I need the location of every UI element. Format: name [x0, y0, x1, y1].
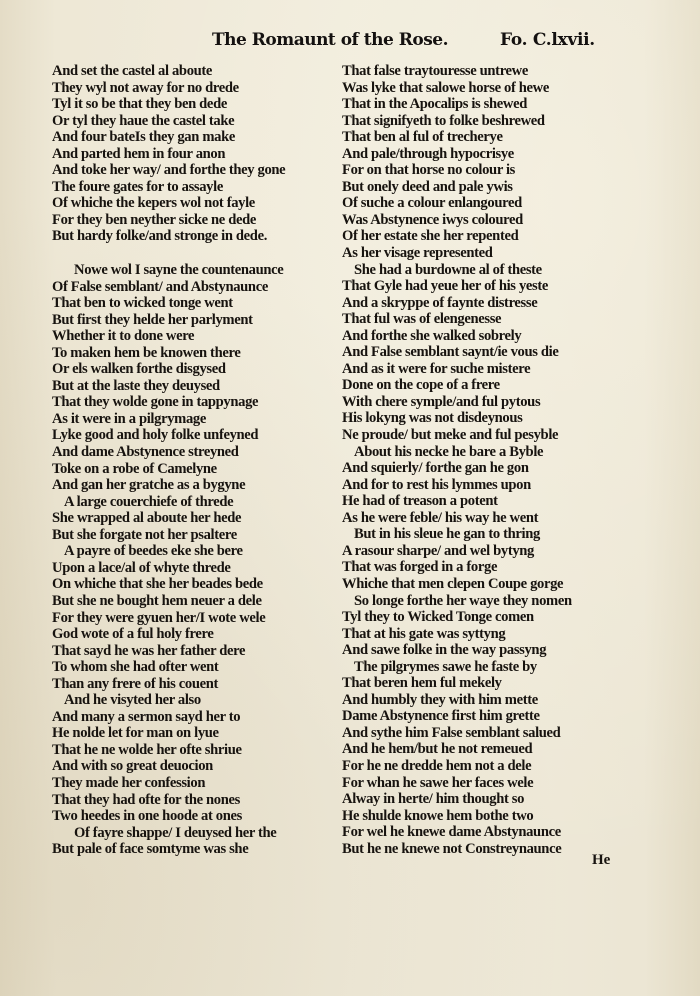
- verse-line: That in the Apocalips is shewed: [342, 96, 527, 113]
- verse-line-indented: So longe forthe her waye they nomen: [354, 592, 572, 609]
- verse-line: With chere symple/and ful pytous: [342, 393, 541, 410]
- running-head-title: The Romaunt of the Rose.: [212, 30, 448, 50]
- verse-line: But hardy folke/and stronge in dede.: [52, 228, 267, 245]
- verse-line: Ne proude/ but meke and ful pesyble: [342, 427, 559, 444]
- verse-line: That ben to wicked tonge went: [52, 295, 233, 312]
- verse-line: And with so great deuocion: [52, 758, 213, 775]
- verse-line: And as it were for suche mistere: [342, 360, 531, 377]
- verse-line: And gan her gratche as a bygyne: [52, 477, 246, 494]
- folio-number: Fo. C.lxvii.: [500, 30, 595, 50]
- verse-line: As her visage represented: [342, 245, 493, 262]
- verse-line-indented: But in his sleue he gan to thring: [354, 526, 540, 543]
- verse-line: That they had ofte for the nones: [52, 791, 240, 808]
- verse-line: Or tyl they haue the castel take: [52, 112, 235, 129]
- verse-line: But at the laste they deuysed: [52, 377, 220, 394]
- verse-line: And many a sermon sayd her to: [52, 708, 241, 725]
- verse-line: He shulde knowe hem bothe two: [342, 807, 534, 824]
- verse-line-indented: The pilgrymes sawe he faste by: [354, 658, 537, 675]
- verse-line-indented: A payre of beedes eke she bere: [64, 543, 243, 560]
- verse-line: As it were in a pilgrymage: [52, 410, 206, 427]
- verse-line: And toke her way/ and forthe they gone: [52, 162, 286, 179]
- verse-line: Was lyke that salowe horse of hewe: [342, 79, 549, 96]
- verse-line: That false traytouresse untrewe: [342, 63, 529, 79]
- verse-line: He had of treason a potent: [342, 493, 498, 510]
- verse-line: Toke on a robe of Camelyne: [52, 460, 217, 477]
- verse-line: She wrapped al aboute her hede: [52, 510, 242, 527]
- verse-line: Two heedes in one hoode at ones: [52, 808, 242, 825]
- verse-line-indented: Of fayre shappe/ I deuysed her the: [74, 824, 277, 841]
- verse-line: That at his gate was syttyng: [342, 625, 506, 642]
- catchword: He: [592, 852, 611, 868]
- verse-line: On whiche that she her beades bede: [52, 576, 263, 593]
- verse-line: And False semblant saynt/ie vous die: [342, 344, 559, 361]
- verse-line: And squierly/ forthe gan he gon: [342, 460, 529, 477]
- verse-line: And set the castel al aboute: [52, 63, 213, 79]
- verse-line: For they ben neyther sicke ne dede: [52, 211, 257, 228]
- verse-line: That ful was of elengenesse: [342, 311, 502, 328]
- left-text-column: [52, 63, 352, 858]
- verse-line: But first they helde her parlyment: [52, 311, 253, 328]
- verse-line: And forthe she walked sobrely: [342, 327, 522, 344]
- verse-line: But onely deed and pale ywis: [342, 178, 513, 195]
- verse-line: He nolde let for man on lyue: [52, 725, 219, 742]
- verse-line: But he ne knewe not Constreynaunce: [342, 840, 562, 857]
- running-head: [210, 30, 630, 56]
- verse-line: A rasour sharpe/ and wel bytyng: [342, 542, 535, 559]
- verse-line: And sawe folke in the way passyng: [342, 642, 547, 659]
- verse-line: Was Abstynence iwys coloured: [342, 211, 523, 228]
- verse-line: Alway in herte/ him thought so: [342, 791, 525, 808]
- verse-line: The foure gates for to assayle: [52, 178, 223, 195]
- verse-line: Dame Abstynence first him grette: [342, 708, 540, 725]
- verse-line: That ben al ful of trecherye: [342, 129, 503, 146]
- verse-line: That beren hem ful mekely: [342, 675, 502, 692]
- verse-line: But she forgate not her psaltere: [52, 526, 237, 543]
- verse-line: For he ne dredde hem not a dele: [342, 757, 532, 774]
- verse-line: And pale/through hypocrisye: [342, 145, 514, 162]
- verse-line: Of False semblant/ and Abstynaunce: [52, 278, 268, 295]
- verse-line: Upon a lace/al of whyte threde: [52, 559, 231, 576]
- right-text-column: [342, 63, 642, 857]
- verse-line: And for to rest his lymmes upon: [342, 476, 531, 493]
- verse-line-indented: A large couerchiefe of threde: [64, 493, 234, 510]
- verse-line: Whiche that men clepen Coupe gorge: [342, 575, 564, 592]
- verse-line: And parted hem in four anon: [52, 145, 226, 162]
- verse-line: To whom she had ofter went: [52, 659, 219, 676]
- verse-line: That signifyeth to folke beshrewed: [342, 112, 545, 129]
- verse-line: God wote of a ful holy frere: [52, 626, 214, 643]
- verse-line: For they were gyuen her/I wote wele: [52, 609, 266, 626]
- verse-line: Of suche a colour enlangoured: [342, 195, 522, 212]
- verse-line: Tyl it so be that they ben dede: [52, 96, 227, 113]
- verse-line: And he hem/but he not remeued: [342, 741, 533, 758]
- verse-line: Lyke good and holy folke unfeyned: [52, 427, 259, 444]
- verse-line: That sayd he was her father dere: [52, 642, 246, 659]
- verse-line: Or els walken forthe disgysed: [52, 361, 226, 378]
- verse-line: But pale of face somtyme was she: [52, 841, 249, 858]
- verse-line-paragraph-start: Nowe wol I sayne the countenaunce: [74, 262, 284, 279]
- verse-line: That Gyle had yeue her of his yeste: [342, 278, 548, 295]
- verse-line: Of her estate she her repented: [342, 228, 519, 245]
- verse-line: As he were feble/ his way he went: [342, 509, 539, 526]
- verse-line: They made her confession: [52, 774, 206, 791]
- verse-line: To maken hem be knowen there: [52, 344, 241, 361]
- verse-line: And dame Abstynence streyned: [52, 444, 239, 461]
- verse-line: That he ne wolde her ofte shriue: [52, 741, 242, 758]
- verse-line: And sythe him False semblant salued: [342, 724, 561, 741]
- verse-line: And a skryppe of faynte distresse: [342, 294, 538, 311]
- verse-line: For wel he knewe dame Abstynaunce: [342, 824, 561, 841]
- verse-line: Whether it to done were: [52, 328, 195, 345]
- verse-line: That was forged in a forge: [342, 559, 498, 576]
- verse-line: And humbly they with him mette: [342, 691, 538, 708]
- verse-line: For whan he sawe her faces wele: [342, 774, 534, 791]
- verse-line-indented: About his necke he bare a Byble: [354, 443, 544, 460]
- verse-line: His lokyng was not disdeynous: [342, 410, 523, 427]
- verse-line: Tyl they to Wicked Tonge comen: [342, 609, 534, 626]
- verse-line: That they wolde gone in tappynage: [52, 394, 259, 411]
- verse-line-indented: And he visyted her also: [64, 692, 201, 709]
- verse-line: Than any frere of his couent: [52, 675, 219, 692]
- verse-line: But she ne bought hem neuer a dele: [52, 592, 262, 609]
- verse-line: Of whiche the kepers wol not fayle: [52, 195, 255, 212]
- verse-line: For on that horse no colour is: [342, 162, 516, 179]
- verse-line: And four bateIs they gan make: [52, 129, 235, 146]
- verse-line: They wyl not away for no drede: [52, 79, 239, 96]
- verse-line-indented: She had a burdowne al of theste: [354, 261, 542, 278]
- verse-line: Done on the cope of a frere: [342, 377, 500, 394]
